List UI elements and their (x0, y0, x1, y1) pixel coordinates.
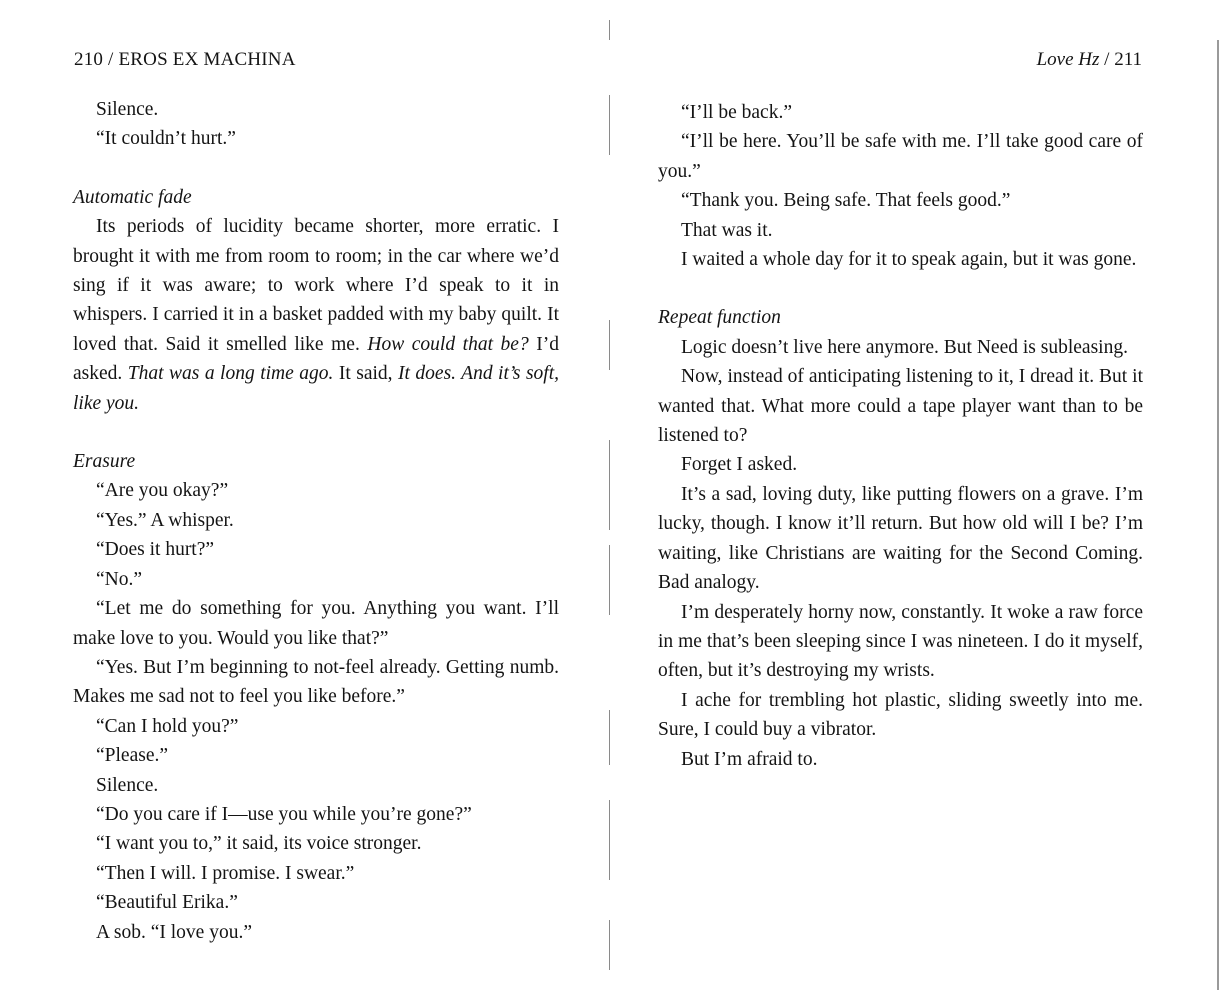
section-heading-erasure: Erasure (73, 451, 136, 473)
paragraph: “It couldn’t hurt.” (96, 128, 236, 150)
paragraph: “Can I hold you?” (96, 715, 239, 737)
paragraph: I’m desperately horny now, constantly. It woke a raw force in me that’s been sleeping since I was nineteen. I do it myself, often, but it’s destroying my wrists. (658, 601, 1143, 682)
paragraph: Logic doesn’t live here anymore. But Need is subleasing. (681, 336, 1128, 358)
paragraph: “I’ll be back.” (681, 102, 792, 123)
page-gutter (608, 0, 612, 990)
paragraph: I waited a whole day for it to speak again, but it was gone. (681, 249, 1137, 271)
page-number: / 211 (1099, 49, 1142, 70)
page-edge (1217, 40, 1219, 990)
section-heading-repeat-function: Repeat function (658, 307, 781, 329)
running-title: Love Hz (1036, 49, 1100, 70)
paragraph: Silence. (96, 774, 159, 796)
paragraph: That was it. (681, 219, 773, 241)
paragraph: “Yes.” A whisper. (96, 509, 234, 531)
paragraph: “No.” (96, 568, 143, 590)
paragraph: Its periods of lucidity became shorter, more erratic. I brought it with me from room to room; in the car where we’d sing if it was aware; to work where I’d speak to it in whispers. I carried it in a basket padded with my baby quilt. It loved that. Said it smelled like me. How could that be? I’d asked. That was a long time ago. It said, It does. And it’s soft, like you. (73, 216, 559, 414)
right-page (620, 0, 1221, 990)
paragraph: “I’ll be here. You’ll be safe with me. I’ll take good care of you.” (658, 131, 1143, 182)
left-page (0, 0, 600, 990)
left-page-body (73, 95, 559, 947)
paragraph: “Let me do something for you. Anything you want. I’ll make love to you. Would you like that?” (73, 598, 559, 649)
paragraph: A sob. “I love you.” (96, 921, 252, 943)
paragraph: “Do you care if I—use you while you’re gone?” (96, 803, 472, 825)
paragraph: “Are you okay?” (96, 480, 229, 502)
right-page-body (658, 98, 1143, 774)
paragraph: It’s a sad, loving duty, like putting flowers on a grave. I’m lucky, though. I know it’ll return. But how old will I be? I’m waiting, like Christians are waiting for the Second Coming. Bad analogy. (658, 483, 1143, 594)
right-page-header (1037, 48, 1142, 72)
paragraph: “I want you to,” it said, its voice stronger. (96, 833, 422, 855)
paragraph: I ache for trembling hot plastic, sliding sweetly into me. Sure, I could buy a vibrator. (658, 689, 1143, 741)
section-heading-automatic-fade: Automatic fade (73, 186, 192, 208)
paragraph: “Please.” (96, 745, 169, 767)
paragraph: But I’m afraid to. (681, 748, 818, 770)
paragraph: Forget I asked. (681, 454, 798, 476)
paragraph: “Beautiful Erika.” (96, 892, 238, 914)
paragraph: “Then I will. I promise. I swear.” (96, 862, 355, 884)
left-page-header: 210 / EROS EX MACHINA (74, 49, 296, 70)
paragraph: Now, instead of anticipating listening to it, I dread it. But it wanted that. What more could a tape player want than to be listened to? (658, 366, 1143, 447)
paragraph: “Thank you. Being safe. That feels good.” (681, 190, 1011, 212)
paragraph: “Does it hurt?” (96, 539, 215, 561)
paragraph: Silence. (96, 99, 159, 120)
paragraph: “Yes. But I’m beginning to not-feel already. Getting numb. Makes me sad not to feel you like before.” (73, 656, 559, 708)
